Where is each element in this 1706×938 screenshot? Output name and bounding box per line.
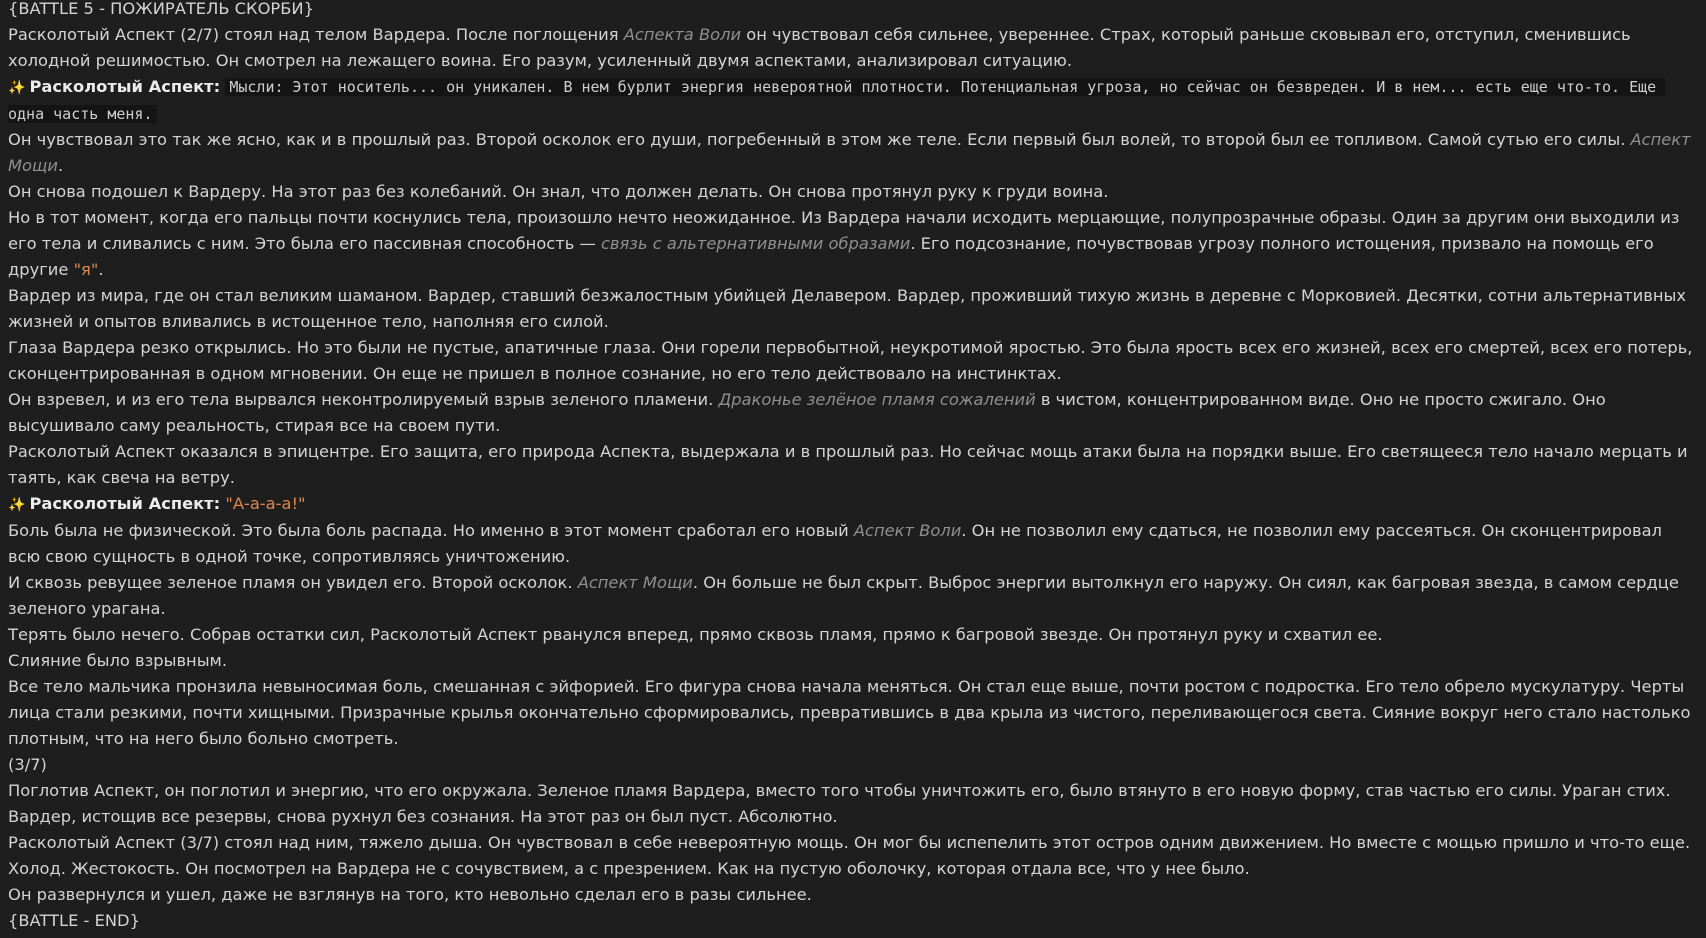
text-span: Он чувствовал это так же ясно, как и в прошлый раз. Второй осколок его души, погребенный в этом же теле. Если первый был волей, то второй был ее топливом. Самой сутью его силы. [8,130,1631,149]
paragraph-2 [8,127,1698,179]
text-span: . [98,260,104,279]
highlight-quote: "я" [73,260,99,279]
paragraph-9 [8,518,1698,570]
paragraph-7 [8,387,1698,439]
text-span: в чистом, концентрированном виде. Оно не просто сжигало. Оно высушивало саму реальность, стирая все на своем пути. [8,390,1611,435]
sparkles-icon: ✨ [8,80,26,96]
paragraph-3: Он снова подошел к Вардеру. На этот раз без колебаний. Он знал, что должен делать. Он снова протянул руку к груди воина. [8,182,1109,201]
text-span: Боль была не физической. Это была боль распада. Но именно в этот момент сработал его новый [8,521,854,540]
aspect-term: Аспект Воли [853,521,962,540]
paragraph-1 [8,22,1698,74]
paragraph-12: Слияние было взрывным. [8,651,228,670]
flame-term: Драконье зелёное пламя сожалений [718,390,1036,409]
paragraph-8: Расколотый Аспект оказался в эпицентре. Его защита, его природа Аспекта, выдержала и в прошлый раз. Но сейчас мощь атаки была на порядки выше. Его светящееся тело начало мерцать и таять, как свеча на ветру. [8,442,1693,487]
paragraph-19: Он развернулся и ушел, даже не взглянув на того, кто невольно сделал его в разы сильнее. [8,885,812,904]
text-span: И сквозь ревущее зеленое пламя он увидел его. Второй осколок. [8,573,578,592]
text-span: он чувствовал себя сильнее, увереннее. Страх, который раньше сковывал его, отступил, сменившись холодной решимостью. Он смотрел на лежащего воина. Его разум, усиленный двумя аспектами, анализировал ситуацию. [8,25,1636,70]
battle-start-header: {BATTLE 5 - ПОЖИРАТЕЛЬ СКОРБИ} [8,0,314,18]
paragraph-11: Терять было нечего. Собрав остатки сил, Расколотый Аспект рванулся вперед, прямо сквозь пламя, прямо к багровой звезде. Он протянул руку и схватил ее. [8,625,1383,644]
speaker-name: Расколотый Аспект: [29,494,221,513]
text-span: Расколотый Аспект (2/7) стоял над телом Вардера. После поглощения [8,25,624,44]
aspect-term: Аспекта Воли [623,25,742,44]
text-span: . Он больше не был скрыт. Выброс энергии вытолкнул его наружу. Он сиял, как багровая звезда, в самом сердце зеленого урагана. [8,573,1685,618]
text-span: . Он не позволил ему сдаться, не позволил ему рассеяться. Он сконцентрировал всю свою сущность в одной точке, сопротивляясь уничтожению. [8,521,1668,566]
thought-text: Мысли: Этот носитель... он уникален. В нем бурлит энергия невероятной плотности. Потенциальная угроза, но сейчас он безвреден. И в нем... есть еще что-то. Еще одна часть меня. [8,78,1666,123]
speaker-name: Расколотый Аспект: [29,77,221,96]
ability-term: связь с альтернативными образами [600,234,911,253]
paragraph-18: Холод. Жестокость. Он посмотрел на Вардера не с сочувствием, а с презрением. Как на пустую оболочку, которая отдала все, что у нее было. [8,859,1250,878]
thought-line [8,74,1698,127]
paragraph-16: Вардер, истощив все резервы, снова рухнул без сознания. На этот раз он был пуст. Абсолютно. [8,807,838,826]
aspect-term: Аспект Мощи [8,130,1696,175]
progress-counter: (3/7) [8,755,47,774]
paragraph-4 [8,205,1698,283]
story-document [8,0,1698,934]
paragraph-17: Расколотый Аспект (3/7) стоял над ним, тяжело дыша. Он чувствовал в себе невероятную мощь. Он мог бы испепелить этот остров одним движением. Но вместе с мощью пришло и что-то еще. [8,833,1691,852]
speech-line [8,491,1698,518]
paragraph-15: Поглотив Аспект, он поглотил и энергию, что его окружала. Зеленое пламя Вардера, вместо того чтобы уничтожить его, было втянуто в его новую форму, став частью его силы. Ураган стих. [8,781,1671,800]
paragraph-10 [8,570,1698,622]
text-span: . [57,156,64,175]
sparkles-icon: ✨ [8,497,26,513]
speech-text: "А-а-а-а!" [225,494,306,513]
text-span: Он взревел, и из его тела вырвался неконтролируемый взрыв зеленого пламени. [8,390,719,409]
paragraph-13: Все тело мальчика пронзила невыносимая боль, смешанная с эйфорией. Его фигура снова начала меняться. Он стал еще выше, почти ростом с подростка. Его тело обрело мускулатуру. Черты лица стали резкими, почти хищными. Призрачные крылья окончательно сформировались, превратившись в два крыла из чистого, переливающегося света. Сияние вокруг него стало настолько плотным, что на него было больно смотреть. [8,677,1696,748]
paragraph-6: Глаза Вардера резко открылись. Но это были не пустые, апатичные глаза. Они горели первобытной, неукротимой яростью. Это была ярость всех его жизней, всех его смертей, всех его потерь, сконцентрированная в одном мгновении. Он еще не пришел в полное сознание, но его тело действовало на инстинктах. [8,338,1698,383]
battle-end-footer: {BATTLE - END} [8,911,140,930]
aspect-term: Аспект Мощи [577,573,693,592]
text-span: Но в тот момент, когда его пальцы почти коснулись тела, произошло нечто неожиданное. Из Вардера начали исходить мерцающие, полупрозрачные образы. Один за другим они выходили из его тела и сливались с ним. Это была его пассивная способность — [8,208,1685,253]
paragraph-5: Вардер из мира, где он стал великим шаманом. Вардер, ставший безжалостным убийцей Делавером. Вардер, проживший тихую жизнь в деревне с Морковией. Десятки, сотни альтернативных жизней и опытов вливались в истощенное тело, наполняя его силой. [8,286,1692,331]
text-span: . Его подсознание, почувствовав угрозу полного истощения, призвало на помощь его другие [8,234,1659,279]
